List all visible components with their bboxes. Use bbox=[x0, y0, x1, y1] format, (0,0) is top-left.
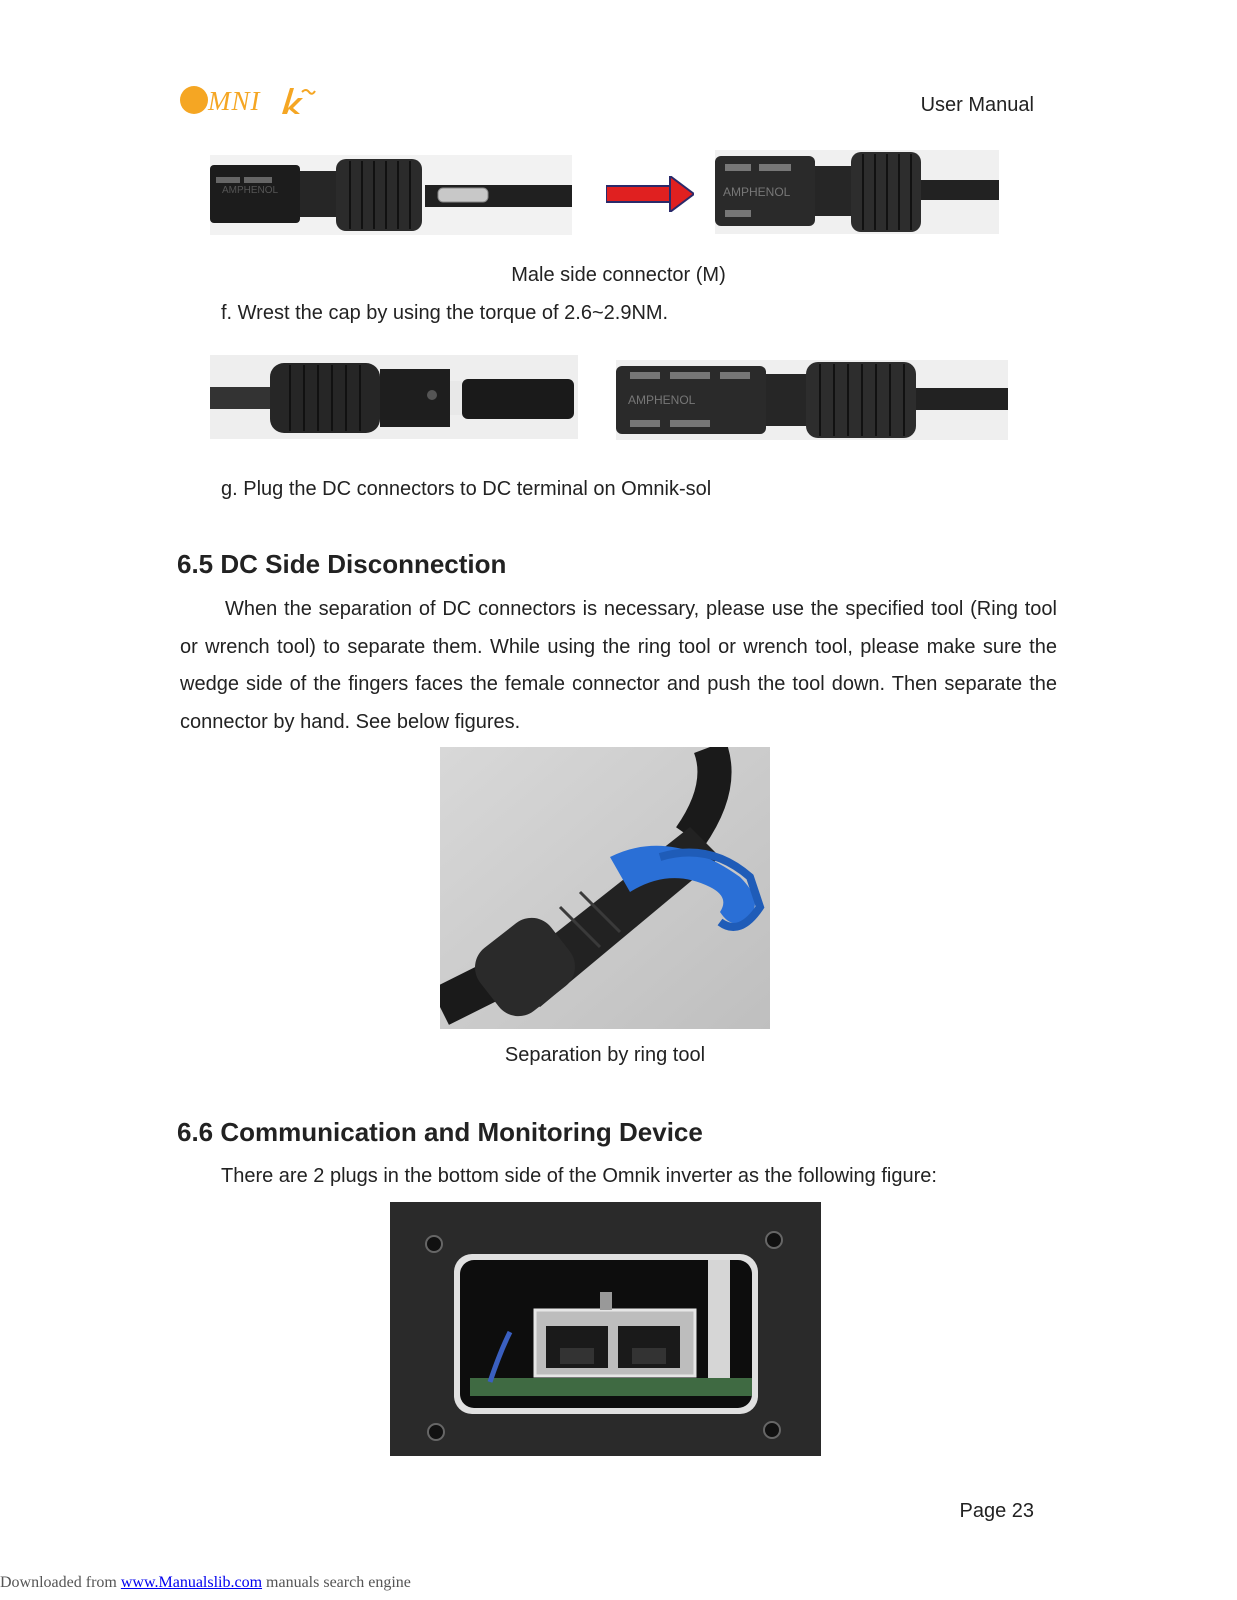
section-6-5-text: When the separation of DC connectors is necessary, please use the specified tool (Ring tool or wrench tool) to separate them. While using the ring tool or wrench tool, please make sure the wedge side of the fingers faces the female connector and push the tool down. Then separate the connector by hand. See below figures. bbox=[180, 598, 1057, 733]
section-6-6-heading: 6.6 Communication and Monitoring Device bbox=[177, 1117, 703, 1147]
svg-text:AMPHENOL: AMPHENOL bbox=[723, 185, 791, 199]
male-connector-caption: Male side connector (M) bbox=[511, 264, 726, 286]
logo-text: MNI bbox=[208, 86, 261, 116]
section-6-6-paragraph: There are 2 plugs in the bottom side of the Omnik inverter as the following figure: bbox=[221, 1165, 937, 1187]
svg-text:AMPHENOL: AMPHENOL bbox=[222, 185, 279, 196]
omnik-logo bbox=[180, 80, 320, 120]
ring-tool-photo bbox=[440, 747, 770, 1029]
footer-suffix: manuals search engine bbox=[262, 1574, 411, 1591]
header-title: User Manual bbox=[920, 94, 1034, 116]
footer-prefix: Downloaded from bbox=[0, 1574, 121, 1591]
section-6-5-paragraph bbox=[180, 591, 1057, 741]
female-connector-photo bbox=[210, 355, 578, 439]
right-arrow-icon bbox=[606, 176, 694, 212]
male-connector-photo bbox=[616, 360, 1008, 440]
manualslib-link[interactable]: www.Manualslib.com bbox=[120, 1574, 263, 1591]
step-g: g. Plug the DC connectors to DC terminal on Omnik-sol bbox=[221, 478, 712, 500]
step-f: f. Wrest the cap by using the torque of 2.6~2.9NM. bbox=[221, 302, 669, 324]
ring-tool-caption: Separation by ring tool bbox=[504, 1044, 706, 1066]
inverter-communication-ports-photo bbox=[390, 1202, 821, 1456]
section-6-5-heading: 6.5 DC Side Disconnection bbox=[177, 549, 507, 579]
logo-dot-icon bbox=[180, 86, 208, 114]
svg-text:AMPHENOL: AMPHENOL bbox=[628, 393, 696, 407]
connector-assembled-photo bbox=[715, 150, 999, 234]
download-footer bbox=[0, 1574, 411, 1592]
page-number: Page 23 bbox=[959, 1500, 1034, 1522]
connector-disassembled-photo bbox=[210, 155, 572, 235]
logo-k-mark-icon bbox=[278, 86, 316, 116]
